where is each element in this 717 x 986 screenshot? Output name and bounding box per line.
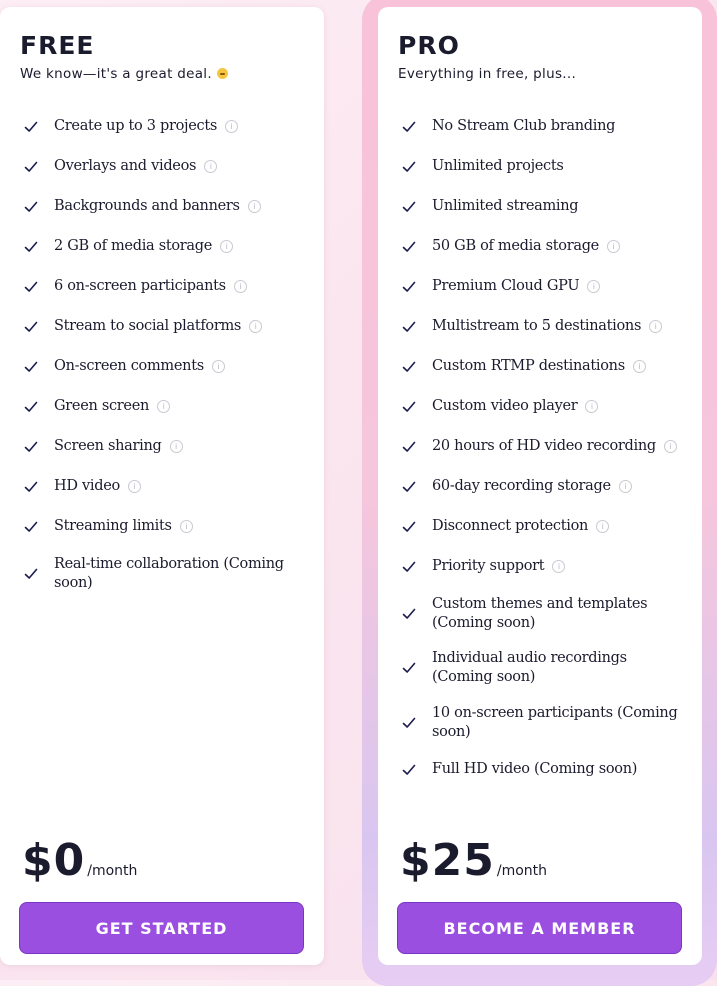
check-icon — [24, 567, 38, 581]
feature-label — [432, 397, 682, 416]
info-icon[interactable]: i — [607, 240, 620, 253]
feature-item — [378, 650, 702, 685]
feature-text: Real-time collaboration (Coming soon) — [54, 556, 284, 591]
info-icon[interactable]: i — [649, 320, 662, 333]
feature-label — [432, 760, 682, 779]
feature-item — [0, 197, 324, 217]
feature-label — [432, 517, 682, 536]
feature-text: Unlimited streaming — [432, 198, 579, 214]
feature-text: HD video — [54, 478, 120, 494]
price — [22, 835, 137, 886]
info-icon[interactable]: i — [552, 560, 565, 573]
check-icon — [24, 200, 38, 214]
feature-text: No Stream Club branding — [432, 118, 616, 134]
feature-text: Backgrounds and banners — [54, 198, 240, 214]
info-icon[interactable]: i — [234, 280, 247, 293]
check-icon — [402, 520, 416, 534]
feature-text: Priority support — [432, 558, 545, 574]
pro-plan-card — [378, 7, 702, 965]
feature-label — [432, 477, 682, 496]
info-icon[interactable]: i — [180, 520, 193, 533]
feature-text: 10 on-screen participants (Coming soon) — [432, 705, 678, 740]
check-icon — [402, 716, 416, 730]
feature-item — [378, 517, 702, 537]
feature-item — [378, 277, 702, 297]
feature-item — [0, 477, 324, 497]
info-icon[interactable]: i — [225, 120, 238, 133]
check-icon — [402, 480, 416, 494]
feature-text: 50 GB of media storage — [432, 238, 599, 254]
plan-subtitle: Everything in free, plus... — [398, 66, 577, 82]
plan-subtitle — [20, 66, 228, 82]
feature-item — [378, 760, 702, 780]
feature-label — [432, 157, 682, 176]
feature-item — [0, 517, 324, 537]
feature-label — [54, 157, 304, 176]
check-icon — [24, 320, 38, 334]
feature-text: Unlimited projects — [432, 158, 564, 174]
feature-item — [0, 556, 324, 591]
check-icon — [24, 360, 38, 374]
feature-text: Create up to 3 projects — [54, 118, 218, 134]
info-icon[interactable]: i — [249, 320, 262, 333]
info-icon[interactable]: i — [248, 200, 261, 213]
info-icon[interactable]: i — [633, 360, 646, 373]
feature-item — [378, 197, 702, 217]
info-icon[interactable]: i — [664, 440, 677, 453]
feature-text: 60-day recording storage — [432, 478, 611, 494]
feature-label — [432, 557, 682, 576]
feature-text: Disconnect protection — [432, 518, 589, 534]
feature-label — [432, 317, 682, 336]
check-icon — [24, 240, 38, 254]
info-icon[interactable]: i — [212, 360, 225, 373]
feature-text: Stream to social platforms — [54, 318, 242, 334]
feature-text: Overlays and videos — [54, 158, 197, 174]
price-period: /month — [496, 863, 548, 879]
check-icon — [402, 661, 416, 675]
check-icon — [402, 200, 416, 214]
info-icon[interactable]: i — [587, 280, 600, 293]
feature-item — [378, 357, 702, 377]
feature-item — [378, 117, 702, 137]
feature-item — [378, 705, 702, 740]
feature-text: Individual audio recordings (Coming soon) — [432, 650, 627, 685]
feature-item — [0, 117, 324, 137]
price-amount: $0 — [22, 835, 86, 886]
check-icon — [24, 120, 38, 134]
feature-label — [432, 704, 682, 742]
check-icon — [24, 520, 38, 534]
check-icon — [402, 440, 416, 454]
feature-text: On-screen comments — [54, 358, 204, 374]
feature-item — [378, 317, 702, 337]
check-icon — [24, 280, 38, 294]
feature-label — [432, 437, 682, 456]
feature-text: Multistream to 5 destinations — [432, 318, 642, 334]
feature-text: Screen sharing — [54, 438, 162, 454]
feature-label — [54, 517, 304, 536]
info-icon[interactable]: i — [170, 440, 183, 453]
feature-label — [54, 117, 304, 136]
check-icon — [24, 400, 38, 414]
check-icon — [402, 120, 416, 134]
check-icon — [402, 360, 416, 374]
check-icon — [402, 607, 416, 621]
feature-label — [54, 277, 304, 296]
info-icon[interactable]: i — [596, 520, 609, 533]
feature-item — [378, 437, 702, 457]
get-started-button[interactable]: GET STARTED — [19, 902, 304, 954]
feature-text: Premium Cloud GPU — [432, 278, 580, 294]
check-icon — [24, 160, 38, 174]
feature-item — [378, 237, 702, 257]
feature-label — [54, 555, 304, 593]
check-icon — [402, 240, 416, 254]
feature-label — [432, 117, 682, 136]
feature-item — [0, 157, 324, 177]
feature-item — [0, 277, 324, 297]
plan-title: PRO — [398, 31, 460, 60]
feature-item — [378, 596, 702, 631]
info-icon[interactable]: i — [204, 160, 217, 173]
info-icon[interactable]: i — [128, 480, 141, 493]
grinning-face-emoji-icon — [217, 68, 228, 79]
feature-label — [432, 197, 682, 216]
feature-label — [432, 649, 682, 687]
feature-item — [378, 397, 702, 417]
feature-label — [432, 357, 682, 376]
feature-label — [54, 397, 304, 416]
feature-label — [54, 237, 304, 256]
feature-item — [378, 557, 702, 577]
feature-item — [378, 157, 702, 177]
feature-text: 20 hours of HD video recording — [432, 438, 656, 454]
plan-subtitle-text: We know—it's a great deal. — [20, 66, 212, 82]
feature-text: Full HD video (Coming soon) — [432, 761, 638, 777]
feature-label — [54, 477, 304, 496]
check-icon — [402, 280, 416, 294]
feature-item — [378, 477, 702, 497]
become-a-member-button[interactable]: BECOME A MEMBER — [397, 902, 682, 954]
info-icon[interactable]: i — [619, 480, 632, 493]
feature-label — [54, 357, 304, 376]
plan-title: FREE — [20, 31, 95, 60]
check-icon — [402, 160, 416, 174]
feature-text: 2 GB of media storage — [54, 238, 213, 254]
feature-label — [432, 595, 682, 633]
check-icon — [402, 400, 416, 414]
feature-item — [0, 317, 324, 337]
feature-item — [0, 237, 324, 257]
feature-label — [432, 277, 682, 296]
feature-label — [432, 237, 682, 256]
feature-text: Custom themes and templates (Coming soon) — [432, 596, 648, 631]
feature-item — [0, 437, 324, 457]
info-icon[interactable]: i — [220, 240, 233, 253]
check-icon — [24, 480, 38, 494]
check-icon — [402, 763, 416, 777]
info-icon[interactable]: i — [157, 400, 170, 413]
price-amount: $25 — [400, 835, 495, 886]
check-icon — [24, 440, 38, 454]
price — [400, 835, 547, 886]
price-period: /month — [87, 863, 138, 879]
feature-item — [0, 357, 324, 377]
info-icon[interactable]: i — [585, 400, 598, 413]
feature-text: 6 on-screen participants — [54, 278, 226, 294]
free-plan-card — [0, 7, 324, 965]
feature-text: Custom RTMP destinations — [432, 358, 625, 374]
feature-label — [54, 317, 304, 336]
feature-text: Streaming limits — [54, 518, 172, 534]
check-icon — [402, 560, 416, 574]
check-icon — [402, 320, 416, 334]
feature-item — [0, 397, 324, 417]
feature-text: Green screen — [54, 398, 150, 414]
feature-text: Custom video player — [432, 398, 578, 414]
feature-label — [54, 197, 304, 216]
feature-label — [54, 437, 304, 456]
